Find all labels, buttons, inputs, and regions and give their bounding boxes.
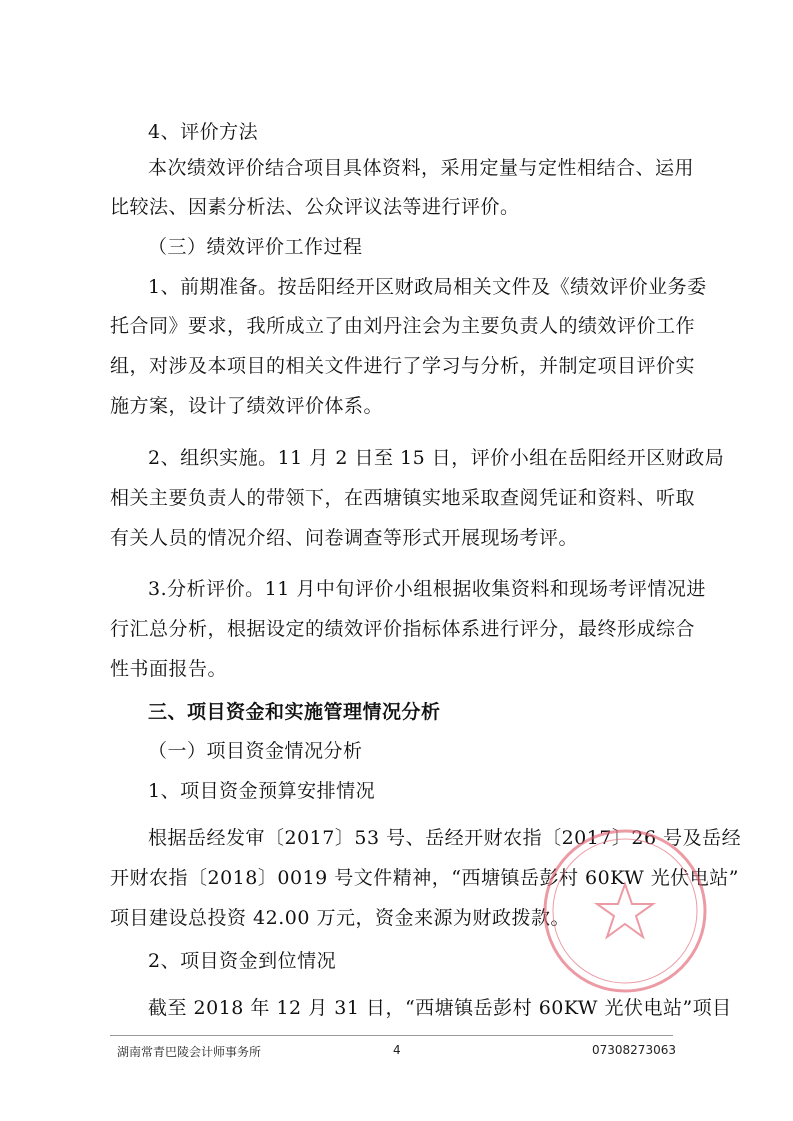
paragraph-line: 性书面报告。 [110, 658, 228, 680]
paragraph-line: 3.分析评价。11 月中旬评价小组根据收集资料和现场考评情况进 [148, 578, 706, 600]
heading-eval-method: 4、评价方法 [148, 121, 259, 143]
paragraph-line: 托合同》要求，我所成立了由刘丹注会为主要负责人的绩效评价工作 [110, 315, 696, 337]
heading-section-3: 三、项目资金和实施管理情况分析 [148, 701, 441, 723]
heading-budget: 1、项目资金预算安排情况 [148, 780, 376, 802]
paragraph-line: 2、组织实施。11 月 2 日至 15 日，评价小组在岳阳经开区财政局 [148, 447, 725, 469]
page-number: 4 [393, 1043, 401, 1057]
footer-divider [110, 1035, 673, 1036]
official-seal [540, 826, 710, 996]
paragraph-line: 比较法、因素分析法、公众评议法等进行评价。 [110, 196, 520, 218]
paragraph-line: 行汇总分析，根据设定的绩效评价指标体系进行评分，最终形成综合 [110, 618, 696, 640]
paragraph-line: 相关主要负责人的带领下，在西塘镇实地采取查阅凭证和资料、听取 [110, 487, 696, 509]
paragraph-line: 组，对涉及本项目的相关文件进行了学习与分析，并制定项目评价实 [110, 355, 696, 377]
star-icon [597, 884, 653, 937]
paragraph-line: 项目建设总投资 42.00 万元，资金来源为财政拨款。 [110, 907, 570, 929]
heading-funds: （一）项目资金情况分析 [148, 740, 363, 762]
heading-arrival: 2、项目资金到位情况 [148, 950, 337, 972]
footer-phone: 07308273063 [592, 1043, 676, 1057]
paragraph-line: 根据岳经发审〔2017〕53 号、岳经开财农指〔2017〕26 号及岳经 [148, 827, 742, 849]
footer-firm: 湖南常青巴陵会计师事务所 [117, 1045, 262, 1059]
paragraph-line: 截至 2018 年 12 月 31 日，“西塘镇岳彭村 60KW 光伏电站”项目 [148, 997, 732, 1019]
paragraph-line: 施方案，设计了绩效评价体系。 [110, 395, 384, 417]
paragraph-line: 本次绩效评价结合项目具体资料，采用定量与定性相结合、运用 [148, 157, 695, 179]
paragraph-line: 有关人员的情况介绍、问卷调查等形式开展现场考评。 [110, 527, 579, 549]
paragraph-line: 1、前期准备。按岳阳经开区财政局相关文件及《绩效评价业务委 [148, 276, 707, 298]
heading-process: （三）绩效评价工作过程 [148, 236, 363, 258]
paragraph-line: 开财农指〔2018〕0019 号文件精神，“西塘镇岳彭村 60KW 光伏电站” [110, 867, 739, 889]
